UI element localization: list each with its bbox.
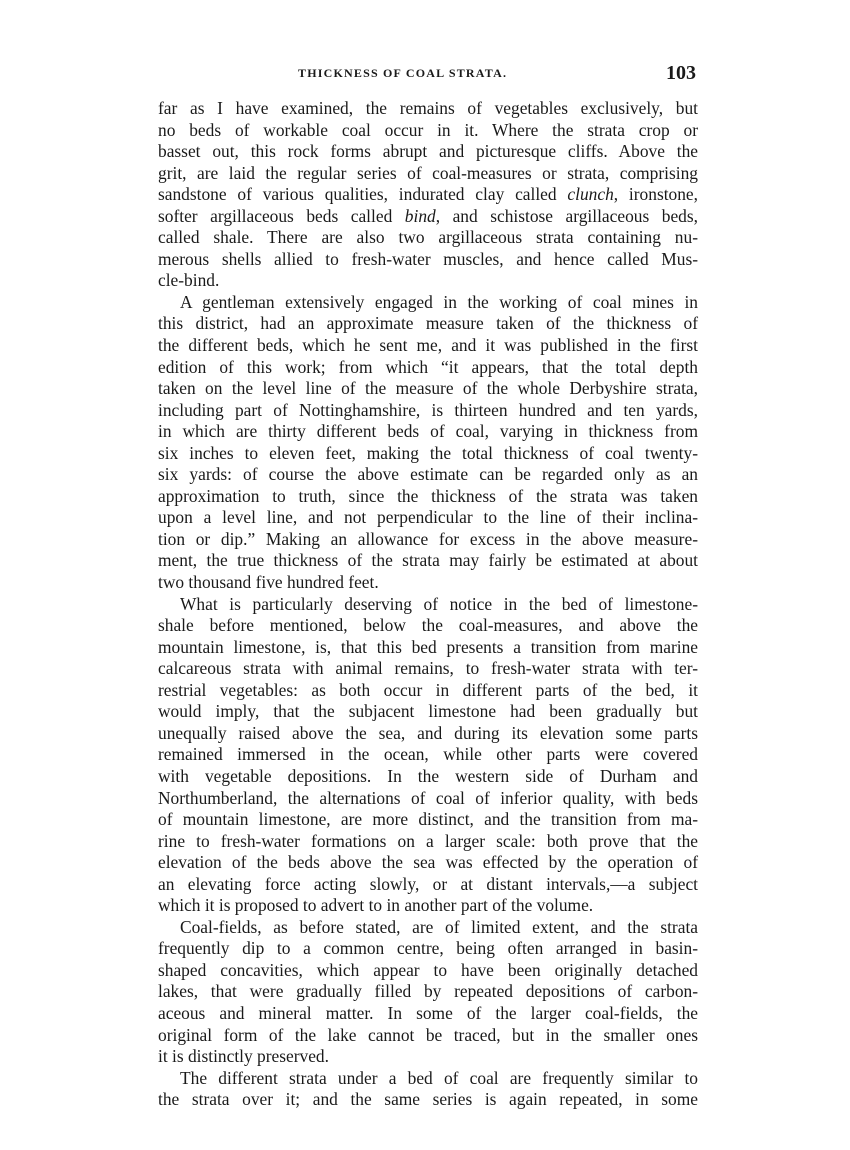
text-line: softer argillaceous beds called bind, and schistose argillaceous beds, bbox=[158, 205, 698, 226]
text-line: Northumberland, the alternations of coal of inferior quality, with beds bbox=[158, 787, 698, 808]
text-line: upon a level line, and not perpendicular to the line of their inclina- bbox=[158, 507, 698, 528]
text-line: six inches to eleven feet, making the total thickness of coal twenty- bbox=[158, 442, 698, 463]
text-line: six yards: of course the above estimate can be regarded only as an bbox=[158, 464, 698, 485]
text-line: elevation of the beds above the sea was effected by the operation of bbox=[158, 852, 698, 873]
paragraph bbox=[158, 98, 698, 292]
text-line: frequently dip to a common centre, being often arranged in basin- bbox=[158, 938, 698, 959]
text-line: would imply, that the subjacent limestone had been gradually but bbox=[158, 701, 698, 722]
text-line: with vegetable depositions. In the western side of Durham and bbox=[158, 765, 698, 786]
text-line: approximation to truth, since the thickness of the strata was taken bbox=[158, 485, 698, 506]
text-line: The different strata under a bed of coal are frequently similar to bbox=[180, 1067, 698, 1088]
text-line: taken on the level line of the measure of the whole Derbyshire strata, bbox=[158, 378, 698, 399]
paragraph bbox=[158, 292, 698, 594]
body-text bbox=[158, 98, 698, 1111]
page-number: 103 bbox=[666, 62, 696, 84]
text-line: shaped concavities, which appear to have been originally detached bbox=[158, 959, 698, 980]
text-line: grit, are laid the regular series of coal-measures or strata, comprising bbox=[158, 162, 698, 183]
text-line: remained immersed in the ocean, while other parts were covered bbox=[158, 744, 698, 765]
text-line: What is particularly deserving of notice in the bed of limestone- bbox=[180, 593, 698, 614]
paragraph bbox=[158, 917, 698, 1068]
page-header bbox=[158, 62, 698, 86]
text-line: of mountain limestone, are more distinct, and the transition from ma- bbox=[158, 809, 698, 830]
text-line: an elevating force acting slowly, or at distant intervals,—a subject bbox=[158, 873, 698, 894]
text-line: no beds of workable coal occur in it. Where the strata crop or bbox=[158, 119, 698, 140]
text-line: rine to fresh-water formations on a larger scale: both prove that the bbox=[158, 830, 698, 851]
text-line: unequally raised above the sea, and during its elevation some parts bbox=[158, 722, 698, 743]
text-line: edition of this work; from which “it appears, that the total depth bbox=[158, 356, 698, 377]
text-line: cle-bind. bbox=[158, 270, 220, 291]
text-line: sandstone of various qualities, indurated clay called clunch, ironstone, bbox=[158, 184, 698, 205]
text-line: basset out, this rock forms abrupt and picturesque cliffs. Above the bbox=[158, 141, 698, 162]
text-line: original form of the lake cannot be traced, but in the smaller ones bbox=[158, 1024, 698, 1045]
text-line: A gentleman extensively engaged in the working of coal mines in bbox=[180, 291, 698, 312]
text-line: this district, had an approximate measure taken of the thickness of bbox=[158, 313, 698, 334]
text-line: Coal-fields, as before stated, are of limited extent, and the strata bbox=[180, 916, 698, 937]
running-head: THICKNESS OF COAL STRATA. bbox=[298, 66, 508, 80]
text-line: the different beds, which he sent me, and it was published in the first bbox=[158, 335, 698, 356]
text-line: tion or dip.” Making an allowance for excess in the above measure- bbox=[158, 528, 698, 549]
text-line: calcareous strata with animal remains, to fresh-water strata with ter- bbox=[158, 658, 698, 679]
paragraph bbox=[158, 594, 698, 917]
text-line: mountain limestone, is, that this bed presents a transition from marine bbox=[158, 636, 698, 657]
text-line: two thousand five hundred feet. bbox=[158, 572, 379, 593]
text-line: shale before mentioned, below the coal-measures, and above the bbox=[158, 615, 698, 636]
text-line: lakes, that were gradually filled by repeated depositions of carbon- bbox=[158, 981, 698, 1002]
text-line: far as I have examined, the remains of vegetables exclusively, but bbox=[158, 98, 698, 118]
text-line: aceous and mineral matter. In some of the larger coal-fields, the bbox=[158, 1002, 698, 1023]
text-line: merous shells allied to fresh-water muscles, and hence called Mus- bbox=[158, 248, 698, 269]
text-line: ment, the true thickness of the strata may fairly be estimated at about bbox=[158, 550, 698, 571]
paragraph bbox=[158, 1068, 698, 1111]
text-line: restrial vegetables: as both occur in different parts of the bed, it bbox=[158, 679, 698, 700]
text-line: in which are thirty different beds of coal, varying in thickness from bbox=[158, 421, 698, 442]
text-line: the strata over it; and the same series is again repeated, in some bbox=[158, 1089, 698, 1110]
text-line: which it is proposed to advert to in another part of the volume. bbox=[158, 895, 594, 916]
text-line: including part of Nottinghamshire, is thirteen hundred and ten yards, bbox=[158, 399, 698, 420]
text-line: called shale. There are also two argillaceous strata containing nu- bbox=[158, 227, 698, 248]
text-line: it is distinctly preserved. bbox=[158, 1046, 329, 1067]
